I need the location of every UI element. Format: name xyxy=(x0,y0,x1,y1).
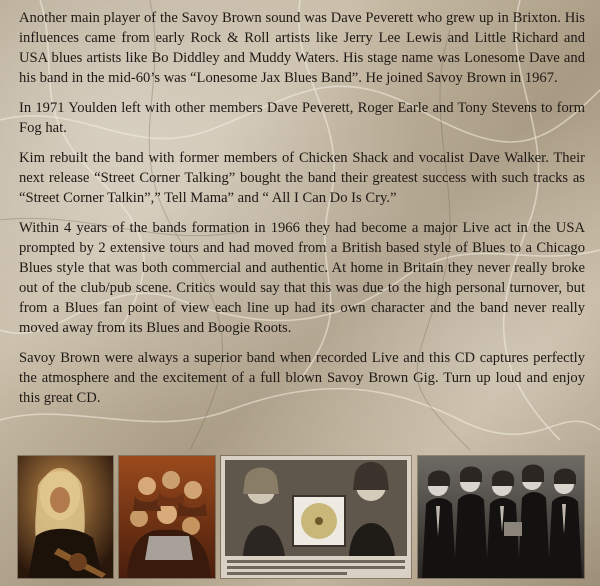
liner-paragraph: In 1971 Youlden left with other members Dave Peverett, Roger Earle and Tony Stevens to form Fog hat. xyxy=(19,100,585,136)
liner-paragraph: Another main player of the Savoy Brown sound was Dave Peverett who grew up in Brixton. His influences came from early Rock & Roll artists like Jerry Lee Lewis and Little Richard and USA blues artists like Bo Diddley and Muddy Waters. His stage name was Lonesome Dave and his band in the mid-60’s was “Lonesome Jax Blues Band”. He joined Savoy Brown in 1967. xyxy=(19,10,585,86)
liner-notes-text xyxy=(19,8,585,418)
liner-paragraph: Within 4 years of the bands formation in 1966 they had become a major Live act in the USA prompted by 2 extensive tours and had moved from a British based style of Blues to a Chicago Blues style that was both commercial and authentic. At home in Britain they never really broke out of the club/pub scene. Critics would say that this was due to the high personal turnover, but from a Blues fan point of view each line up had its own character and the band never really moved away from its Blues and Boogie Roots. xyxy=(19,220,585,336)
guitarist-live-photo xyxy=(18,456,113,578)
gold-disc-presentation-photo xyxy=(221,456,411,578)
band-group-sepia-photo xyxy=(119,456,215,578)
liner-paragraph: Kim rebuilt the band with former members of Chicken Shack and vocalist Dave Walker. Their next release “Street Corner Talking” bought the band their greatest success with such tracks as “Street Corner Talkin”,” Tell Mama” and “ All I Can Do Is Cry.” xyxy=(19,150,585,206)
band-lineup-bw-photo xyxy=(418,456,584,578)
liner-paragraph: Savoy Brown were always a superior band when recorded Live and this CD captures perfectly the atmosphere and the excitement of a full blown Savoy Brown Gig. Turn up loud and enjoy this great CD. xyxy=(19,350,585,406)
photo-strip xyxy=(18,456,584,578)
